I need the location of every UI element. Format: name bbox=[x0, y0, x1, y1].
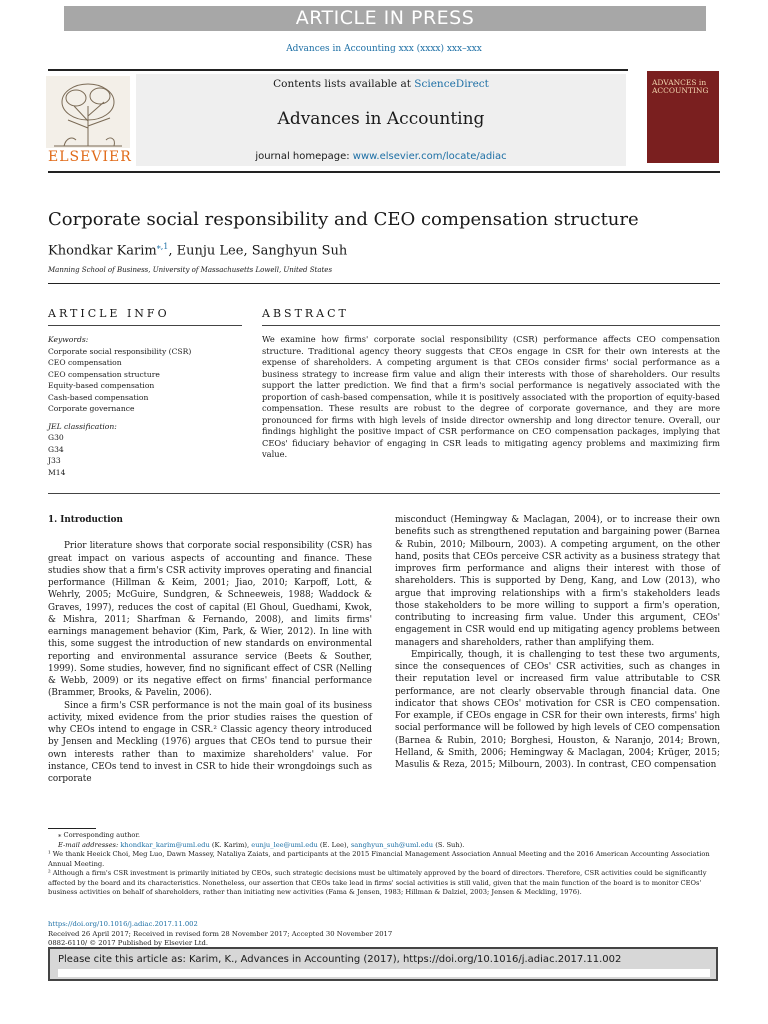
article-in-press-banner: ARTICLE IN PRESS bbox=[64, 6, 706, 31]
citation-text[interactable]: Please cite this article as: Karim, K., Advances in Accounting (2017), https://doi.org/10.1016/j.adiac.2017.11.002 bbox=[58, 954, 622, 965]
email-link[interactable]: eunju_lee@uml.edu bbox=[251, 840, 318, 849]
footnote-1: ¹ We thank Heeick Choi, Meg Luo, Dawn Massey, Nataliya Zaiats, and participants at the 2015 Financial Management Association Annual Meeting and the 2016 American Accounting Association Annual Meeting. bbox=[48, 850, 710, 868]
paragraph: Prior literature shows that corporate social responsibility (CSR) has great impact on various aspects of accounting and finance. These studies show that a firm's CSR activity improves operating and financial performance (Hillman & Keim, 2001; Jiao, 2010; Karpoff, Lott, & Wehrly, 2005; McGuire, Sundgren, & Schneeweis, 1988; Waddock & Graves, 1997), reduces the cost of capital (El Ghoul, Guedhami, Kwok, & Mishra, 2011; Sharfman & Fernando, 2008), and limits firms' earnings management behavior (Kim, Park, & Wier, 2012). In line with this, some suggest the introduction of new standards on environmental reporting and environmental assurance service (Beets & Souther, 1999). Some studies, however, find no significant effect of CSR (Nelling & Webb, 2009) or its negative effect on firms' financial performance (Brammer, Brooks, & Pavelin, 2006). bbox=[48, 541, 372, 699]
corresponding-author-note: ⁎ Corresponding author. bbox=[58, 831, 141, 839]
email-label: E-mail addresses: bbox=[58, 840, 121, 849]
footnote-rule bbox=[48, 828, 96, 829]
jel-item: J33 bbox=[48, 456, 61, 465]
cover-contents-block bbox=[653, 103, 711, 137]
abstract-rule bbox=[262, 325, 720, 326]
journal-title: Advances in Accounting bbox=[277, 109, 485, 129]
keyword-item: CEO compensation structure bbox=[48, 369, 160, 379]
journal-homepage bbox=[136, 151, 626, 162]
paragraph: misconduct (Hemingway & Maclagan, 2004), or to increase their own benefits such as strengthened reputation and bargaining power (Barnea & Rubin, 2010; Milbourn, 2003). A competing argument, on the other hand, posits that CEOs perceive CSR activity as a business strategy that improves firm performance and aligns their interest with those of shareholders. This is supported by Deng, Kang, and Low (2013), who argue that improving relationships with a firm's stakeholders leads those stakeholders to be more willing to support a firm's operation, contributing to increasing firm value. Under this argument, CEOs' engagement in CSR would end up mitigating agency problems between managers and shareholders, rather than amplifying them. bbox=[395, 515, 720, 648]
email-link[interactable]: sanghyun_suh@uml.edu bbox=[350, 840, 434, 849]
article-info-rule bbox=[48, 325, 242, 326]
email-owner: (S. Suh). bbox=[433, 840, 465, 849]
cover-title: ADVANCES in ACCOUNTING bbox=[652, 78, 709, 95]
jel-item: G34 bbox=[48, 444, 64, 454]
first-author: Khondkar Karim bbox=[48, 243, 157, 259]
header-rule-bottom bbox=[48, 171, 720, 173]
affiliation: Manning School of Business, University of Massachusetts Lowell, United States bbox=[48, 266, 333, 274]
email-owner: (E. Lee), bbox=[317, 840, 351, 849]
section-heading-introduction: 1. Introduction bbox=[48, 515, 123, 525]
journal-cover-image bbox=[647, 71, 719, 163]
contents-prefix: Contents lists available at bbox=[273, 78, 415, 90]
citation-box bbox=[48, 947, 718, 981]
received-dates: Received 26 April 2017; Received in revised form 28 November 2017; Accepted 30 November 2017 bbox=[48, 929, 393, 938]
header-rule-top bbox=[48, 69, 628, 71]
article-title: Corporate social responsibility and CEO compensation structure bbox=[48, 209, 639, 230]
body-column-left bbox=[48, 514, 372, 785]
keyword-item: Corporate governance bbox=[48, 404, 135, 413]
abstract-heading: ABSTRACT bbox=[262, 307, 349, 320]
abstract-text: We examine how firms' corporate social responsibility (CSR) performance affects CEO compensation structure. Traditional agency theory suggests that CEOs engage in CSR for their own interests at the expense of shareholders. A competing argument is that CEOs consider firms' social performance as a business strategy to increase firm value and align their interests with those of shareholders. Our results support the latter prediction. We find that a firm's social performance is negatively associated with the proportion of cash-based compensation, while it is positively associated with the proportion of equity-based compensation. These results are robust to the degree of corporate governance, and they are more pronounced for firms with high levels of inside director ownership and long director tenure. Overall, our findings highlight the positive impact of CSR performance on CEO compensation packages, implying that CEOs' fiduciary behavior of engaging in CSR leads to mitigating agency problems and maximizing firm value. bbox=[262, 334, 720, 459]
email-owner: (K. Karim), bbox=[209, 840, 252, 849]
jel-item: G30 bbox=[48, 433, 64, 442]
keyword-item: Equity-based compensation bbox=[48, 381, 155, 390]
issn-copyright: 0882-6110/ © 2017 Published by Elsevier Ltd. bbox=[48, 939, 209, 948]
publication-info bbox=[48, 920, 720, 949]
email-link[interactable]: khondkar_karim@uml.edu bbox=[120, 840, 210, 849]
jel-label: JEL classification: bbox=[48, 421, 117, 431]
authors bbox=[48, 242, 728, 258]
contents-line bbox=[136, 78, 626, 90]
jel-item: M14 bbox=[48, 467, 66, 477]
keyword-item: CEO compensation bbox=[48, 358, 122, 367]
homepage-label: journal homepage: bbox=[255, 151, 353, 162]
paragraph: Since a firm's CSR performance is not the main goal of its business activity, mixed evidence from the prior studies raises the question of why CEOs intend to engage in CSR.² Classic agency theory introduced by Jensen and Meckling (1976) argues that CEOs tend to pursue their own interests rather than to maximize shareholders' value. For instance, CEOs tend to invest in CSR to hide their wrongdoings such as corporate bbox=[48, 700, 372, 784]
doi-link[interactable]: https://doi.org/10.1016/j.adiac.2017.11.002 bbox=[48, 920, 198, 928]
publisher-name: ELSEVIER bbox=[48, 149, 132, 165]
article-info-heading: ARTICLE INFO bbox=[48, 307, 170, 320]
abstract-bottom-rule bbox=[48, 493, 720, 494]
author-footnote-marks[interactable]: ⁎,1 bbox=[156, 242, 169, 251]
other-authors: , Eunju Lee, Sanghyun Suh bbox=[168, 243, 348, 259]
affiliation-rule bbox=[48, 283, 720, 284]
keyword-item: Cash-based compensation bbox=[48, 392, 149, 402]
body-column-right bbox=[395, 514, 720, 771]
journal-citation-link[interactable]: Advances in Accounting xxx (xxxx) xxx–xxx bbox=[286, 44, 482, 54]
sciencedirect-link[interactable]: ScienceDirect bbox=[414, 78, 489, 90]
citation-box-inner-bar bbox=[58, 969, 710, 977]
email-addresses bbox=[48, 841, 720, 851]
paragraph: Empirically, though, it is challenging to test these two arguments, since the consequences of CEOs' CSR activities, such as changes in their reputation level or increased firm value attributable to CSR performance, are not clearly observable through financial data. One indicator that shows CEOs' motivation for CSR is CEO compensation. For example, if CEOs engage in CSR for their own interests, firms' high social performance will be followed by high levels of CEO compensation (Barnea & Rubin, 2010; Borghesi, Houston, & Naranjo, 2014; Brown, Helland, & Smith, 2006; Hemingway & Maclagan, 2004; Krüger, 2015; Masulis & Reza, 2015; Milbourn, 2003). In contrast, CEO compensation bbox=[395, 649, 720, 770]
homepage-link[interactable]: www.elsevier.com/locate/adiac bbox=[352, 151, 507, 162]
keywords-block bbox=[48, 334, 242, 478]
keywords-label: Keywords: bbox=[48, 335, 89, 344]
footnote-2: ² Although a firm's CSR investment is primarily initiated by CEOs, such strategic decisions must be ultimately approved by the board of directors. Therefore, CSR activities could be significantly affected by the board and its characteristics. Nonetheless, our assertion that CEOs take lead in firms' social activities is still valid, given that the main function of the board is to monitor CEOs' business activities on behalf of shareholders, rather than initiating new activities (Fama & Jensen, 1983; Hillman & Dalziel, 2003; Jensen & Meckling, 1976). bbox=[48, 869, 707, 896]
footnotes bbox=[48, 831, 720, 898]
keyword-item: Corporate social responsibility (CSR) bbox=[48, 346, 192, 356]
